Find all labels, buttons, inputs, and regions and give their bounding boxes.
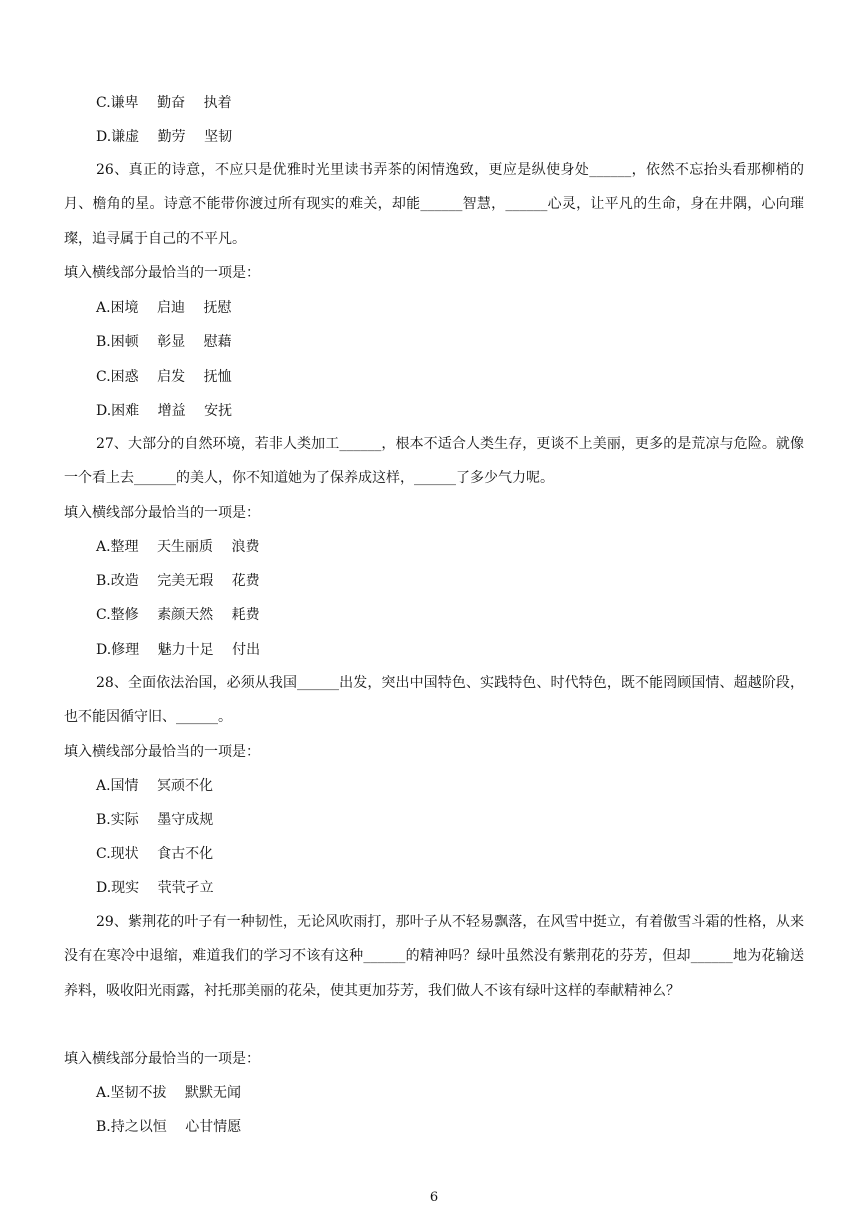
option-b: B.改造 完美无瑕 花费: [96, 573, 260, 589]
option-c: C.现状 食古不化: [96, 846, 214, 862]
option-d: D.谦虚 勤劳 坚韧: [96, 129, 233, 145]
option-c: C.谦卑 勤奋 执着: [96, 95, 232, 111]
option-c: C.整修 素颜天然 耗费: [96, 607, 260, 623]
question-28-stem: 28、全面依法治国，必须从我国______出发，突出中国特色、实践特色、时代特色，既不能罔顾国情、超越阶段，也不能因循守旧、______。: [64, 675, 804, 726]
option-b: B.困顿 彰显 慰藉: [96, 334, 232, 350]
option-a: A.整理 天生丽质 浪费: [96, 539, 260, 555]
question-26-stem: 26、真正的诗意，不应只是优雅时光里读书弄茶的闲情逸致，更应是纵使身处______，依然不忘抬头看那柳梢的月、檐角的星。诗意不能带你渡过所有现实的难关，却能______智慧，______心灵，让平凡的生命，身在井隅，心向璀璨，追寻属于自己的不平凡。: [64, 162, 804, 247]
option-a: A.困境 启迪 抚慰: [96, 300, 232, 316]
option-b: B.实际 墨守成规: [96, 812, 214, 828]
question-28-prompt: 填入横线部分最恰当的一项是：: [64, 744, 260, 760]
option-c: C.困惑 启发 抚恤: [96, 369, 232, 385]
option-b: B.持之以恒 心甘情愿: [96, 1119, 242, 1135]
option-a: A.国情 冥顽不化: [96, 778, 214, 794]
question-27-prompt: 填入横线部分最恰当的一项是：: [64, 505, 260, 521]
question-27-stem: 27、大部分的自然环境，若非人类加工______，根本不适合人类生存，更谈不上美丽，更多的是荒凉与危险。就像一个看上去______的美人，你不知道她为了保养成这样，______了多少气力呢。: [64, 436, 804, 487]
question-29-stem: 29、紫荆花的叶子有一种韧性，无论风吹雨打，那叶子从不轻易飘落，在风雪中挺立，有着傲雪斗霜的性格，从来没有在寒冷中退缩，难道我们的学习不该有这种______的精神吗？绿叶虽然没有紫荆花的芬芳，但却______地为花输送养料，吸收阳光雨露，衬托那美丽的花朵，使其更加芬芳，我们做人不该有绿叶这样的奉献精神么？: [64, 914, 804, 999]
question-26-prompt: 填入横线部分最恰当的一项是：: [64, 265, 260, 281]
page-number: 6: [429, 1190, 439, 1205]
option-a: A.坚韧不拔 默默无闻: [96, 1085, 242, 1101]
option-d: D.现实 茕茕孑立: [96, 880, 214, 896]
option-d: D.困难 增益 安抚: [96, 403, 233, 419]
option-d: D.修理 魅力十足 付出: [96, 642, 261, 658]
question-29-prompt: 填入横线部分最恰当的一项是：: [64, 1051, 260, 1067]
